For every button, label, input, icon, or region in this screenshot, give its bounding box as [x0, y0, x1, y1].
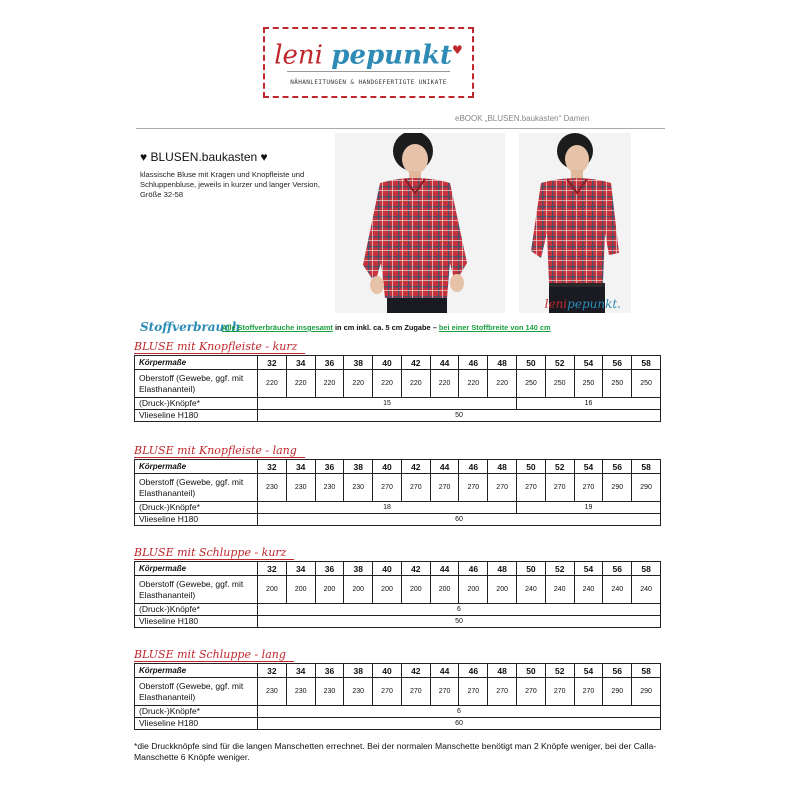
size-header: 46: [459, 664, 488, 678]
size-header: 40: [373, 460, 402, 474]
table-row-vlieseline: [135, 514, 661, 526]
row-label-oberstoff: Oberstoff (Gewebe, ggf. mit Elasthananteil): [135, 678, 258, 706]
size-header: 36: [315, 356, 344, 370]
size-table-knopfleiste-lang: [134, 459, 661, 526]
oberstoff-value: 200: [430, 576, 459, 604]
size-header: 32: [258, 356, 287, 370]
model-photo-illustration: [335, 133, 505, 313]
size-header: 52: [545, 460, 574, 474]
size-header: 34: [286, 562, 315, 576]
size-header: 42: [401, 664, 430, 678]
size-header: 54: [574, 460, 603, 474]
size-header: 52: [545, 664, 574, 678]
row-label-vlieseline: Vlieseline H180: [135, 718, 258, 730]
vlieseline-value: 50: [258, 616, 661, 628]
row-label-vlieseline: Vlieseline H180: [135, 514, 258, 526]
size-header: 52: [545, 356, 574, 370]
table-row-vlieseline: [135, 616, 661, 628]
oberstoff-value: 270: [517, 678, 546, 706]
row-label-vlieseline: Vlieseline H180: [135, 616, 258, 628]
oberstoff-value: 230: [344, 678, 373, 706]
size-header: 42: [401, 460, 430, 474]
size-header: 46: [459, 356, 488, 370]
size-header: 58: [632, 562, 661, 576]
table-header-row: [135, 664, 661, 678]
size-table-schluppe-lang: [134, 663, 661, 730]
knoepfe-value-small: 15: [258, 398, 517, 410]
table-row-knoepfe: [135, 604, 661, 616]
oberstoff-value: 250: [574, 370, 603, 398]
watermark-leni: leni: [544, 297, 568, 311]
row-label-oberstoff: Oberstoff (Gewebe, ggf. mit Elasthananteil): [135, 370, 258, 398]
oberstoff-value: 270: [373, 678, 402, 706]
size-header: 32: [258, 460, 287, 474]
oberstoff-value: 290: [603, 678, 632, 706]
size-header: 56: [603, 562, 632, 576]
size-table-knopfleiste-kurz: [134, 355, 661, 422]
logo-leni-text: leni: [274, 40, 323, 71]
fabric-note-total: Alle Stoffverbräuche insgesamt: [222, 323, 333, 332]
size-header: 36: [315, 460, 344, 474]
oberstoff-value: 200: [373, 576, 402, 604]
page-title: ♥ BLUSEN.baukasten ♥: [140, 150, 268, 164]
size-header: 46: [459, 460, 488, 474]
row-label-oberstoff: Oberstoff (Gewebe, ggf. mit Elasthananteil): [135, 474, 258, 502]
section-label-knopfleiste-lang: BLUSE mit Knopfleiste - lang: [134, 444, 305, 458]
size-header: 58: [632, 356, 661, 370]
table-header-row: [135, 356, 661, 370]
size-header: 48: [488, 664, 517, 678]
knoepfe-value: 6: [258, 604, 661, 616]
product-photo-front: [335, 133, 505, 313]
oberstoff-value: 240: [603, 576, 632, 604]
table-header-row: [135, 562, 661, 576]
oberstoff-value: 200: [258, 576, 287, 604]
size-header: 54: [574, 562, 603, 576]
product-description: klassische Bluse mit Kragen und Knopfleiste und Schluppenbluse, jeweils in kurzer und langer Version, Größe 32-58: [140, 170, 320, 199]
brand-logo: [263, 27, 474, 98]
size-header: 50: [517, 356, 546, 370]
oberstoff-value: 200: [315, 576, 344, 604]
oberstoff-value: 270: [459, 474, 488, 502]
table-row-oberstoff: [135, 678, 661, 706]
size-header: 38: [344, 664, 373, 678]
oberstoff-value: 200: [401, 576, 430, 604]
fabric-note-width: bei einer Stoffbreite von 140 cm: [438, 323, 551, 332]
table-row-vlieseline: [135, 718, 661, 730]
oberstoff-value: 230: [315, 474, 344, 502]
size-header: 34: [286, 460, 315, 474]
size-header: 54: [574, 356, 603, 370]
size-header: 40: [373, 664, 402, 678]
oberstoff-value: 270: [401, 474, 430, 502]
size-header: 34: [286, 664, 315, 678]
size-header: 52: [545, 562, 574, 576]
size-header: 32: [258, 562, 287, 576]
oberstoff-value: 290: [632, 474, 661, 502]
logo-wordmark: [265, 35, 472, 71]
oberstoff-value: 240: [517, 576, 546, 604]
size-header: 46: [459, 562, 488, 576]
oberstoff-value: 270: [430, 474, 459, 502]
table-row-knoepfe: [135, 398, 661, 410]
oberstoff-value: 230: [344, 474, 373, 502]
vlieseline-value: 60: [258, 514, 661, 526]
table-row-oberstoff: [135, 576, 661, 604]
oberstoff-value: 250: [632, 370, 661, 398]
size-header: 40: [373, 356, 402, 370]
section-label-schluppe-lang: BLUSE mit Schluppe - lang: [134, 648, 294, 662]
oberstoff-value: 240: [632, 576, 661, 604]
row-label-knoepfe: (Druck-)Knöpfe*: [135, 502, 258, 514]
vlieseline-value: 50: [258, 410, 661, 422]
size-table-schluppe-kurz: [134, 561, 661, 628]
watermark-pepunkt: pepunkt.: [567, 297, 621, 311]
size-header: 42: [401, 356, 430, 370]
oberstoff-value: 230: [315, 678, 344, 706]
size-header: 38: [344, 356, 373, 370]
oberstoff-value: 200: [488, 576, 517, 604]
size-header: 48: [488, 356, 517, 370]
header-koerpermasse: Körpermaße: [135, 356, 258, 370]
size-header: 44: [430, 664, 459, 678]
section-label-knopfleiste-kurz: BLUSE mit Knopfleiste - kurz: [134, 340, 305, 354]
oberstoff-value: 270: [574, 678, 603, 706]
oberstoff-value: 200: [459, 576, 488, 604]
size-header: 36: [315, 664, 344, 678]
oberstoff-value: 220: [315, 370, 344, 398]
section-label-schluppe-kurz: BLUSE mit Schluppe - kurz: [134, 546, 294, 560]
row-label-knoepfe: (Druck-)Knöpfe*: [135, 706, 258, 718]
size-header: 44: [430, 356, 459, 370]
oberstoff-value: 240: [545, 576, 574, 604]
photo-watermark: [545, 297, 621, 311]
size-header: 48: [488, 562, 517, 576]
product-photo-side: [519, 133, 631, 313]
size-header: 56: [603, 356, 632, 370]
oberstoff-value: 220: [488, 370, 517, 398]
oberstoff-value: 250: [545, 370, 574, 398]
oberstoff-value: 220: [286, 370, 315, 398]
oberstoff-value: 270: [459, 678, 488, 706]
vlieseline-value: 60: [258, 718, 661, 730]
header-koerpermasse: Körpermaße: [135, 460, 258, 474]
header-divider: [136, 128, 665, 129]
logo-tagline: NÄHANLEITUNGEN & HANDGEFERTIGTE UNIKATE: [290, 79, 447, 86]
fabric-note-middle: in cm inkl. ca. 5 cm Zugabe –: [332, 323, 439, 332]
size-header: 42: [401, 562, 430, 576]
fabric-usage-note: [222, 323, 551, 332]
oberstoff-value: 220: [344, 370, 373, 398]
oberstoff-value: 230: [258, 474, 287, 502]
oberstoff-value: 270: [545, 678, 574, 706]
size-header: 50: [517, 664, 546, 678]
knoepfe-value-small: 18: [258, 502, 517, 514]
size-header: 54: [574, 664, 603, 678]
oberstoff-value: 220: [430, 370, 459, 398]
oberstoff-value: 220: [401, 370, 430, 398]
model-photo-illustration-2: [519, 133, 631, 313]
size-header: 50: [517, 460, 546, 474]
size-header: 38: [344, 562, 373, 576]
oberstoff-value: 200: [344, 576, 373, 604]
size-header: 48: [488, 460, 517, 474]
table-row-knoepfe: [135, 706, 661, 718]
oberstoff-value: 270: [574, 474, 603, 502]
oberstoff-value: 220: [459, 370, 488, 398]
footnote: *die Druckknöpfe sind für die langen Manschetten errechnet. Bei der normalen Manschette benötigt man 2 Knöpfe weniger, bei der Calla-Manschette 6 Knöpfe weniger.: [134, 741, 657, 762]
size-header: 44: [430, 562, 459, 576]
oberstoff-value: 270: [401, 678, 430, 706]
table-row-oberstoff: [135, 370, 661, 398]
row-label-oberstoff: Oberstoff (Gewebe, ggf. mit Elasthananteil): [135, 576, 258, 604]
knoepfe-value: 6: [258, 706, 661, 718]
fabric-usage-title: Stoffverbrauch: [140, 320, 241, 334]
oberstoff-value: 270: [373, 474, 402, 502]
table-header-row: [135, 460, 661, 474]
table-row-oberstoff: [135, 474, 661, 502]
oberstoff-value: 290: [603, 474, 632, 502]
table-row-knoepfe: [135, 502, 661, 514]
oberstoff-value: 270: [488, 474, 517, 502]
size-header: 38: [344, 460, 373, 474]
size-header: 50: [517, 562, 546, 576]
oberstoff-value: 220: [373, 370, 402, 398]
size-header: 36: [315, 562, 344, 576]
knoepfe-value-large: 16: [517, 398, 661, 410]
knoepfe-value-large: 19: [517, 502, 661, 514]
row-label-knoepfe: (Druck-)Knöpfe*: [135, 604, 258, 616]
oberstoff-value: 270: [430, 678, 459, 706]
header-koerpermasse: Körpermaße: [135, 664, 258, 678]
size-header: 58: [632, 664, 661, 678]
logo-pepunkt-text: pepunkt: [331, 40, 452, 71]
header-koerpermasse: Körpermaße: [135, 562, 258, 576]
size-header: 32: [258, 664, 287, 678]
oberstoff-value: 270: [545, 474, 574, 502]
oberstoff-value: 250: [603, 370, 632, 398]
row-label-vlieseline: Vlieseline H180: [135, 410, 258, 422]
size-header: 56: [603, 664, 632, 678]
oberstoff-value: 250: [517, 370, 546, 398]
size-header: 56: [603, 460, 632, 474]
logo-divider: [287, 71, 450, 72]
size-header: 44: [430, 460, 459, 474]
ebook-title: eBOOK „BLUSEN.baukasten“ Damen: [455, 114, 590, 123]
size-header: 58: [632, 460, 661, 474]
oberstoff-value: 270: [517, 474, 546, 502]
size-header: 34: [286, 356, 315, 370]
oberstoff-value: 200: [286, 576, 315, 604]
row-label-knoepfe: (Druck-)Knöpfe*: [135, 398, 258, 410]
oberstoff-value: 290: [632, 678, 661, 706]
table-row-vlieseline: [135, 410, 661, 422]
oberstoff-value: 220: [258, 370, 287, 398]
oberstoff-value: 230: [286, 678, 315, 706]
oberstoff-value: 230: [286, 474, 315, 502]
oberstoff-value: 230: [258, 678, 287, 706]
oberstoff-value: 270: [488, 678, 517, 706]
size-header: 40: [373, 562, 402, 576]
heart-icon: ♥: [452, 43, 463, 57]
oberstoff-value: 240: [574, 576, 603, 604]
